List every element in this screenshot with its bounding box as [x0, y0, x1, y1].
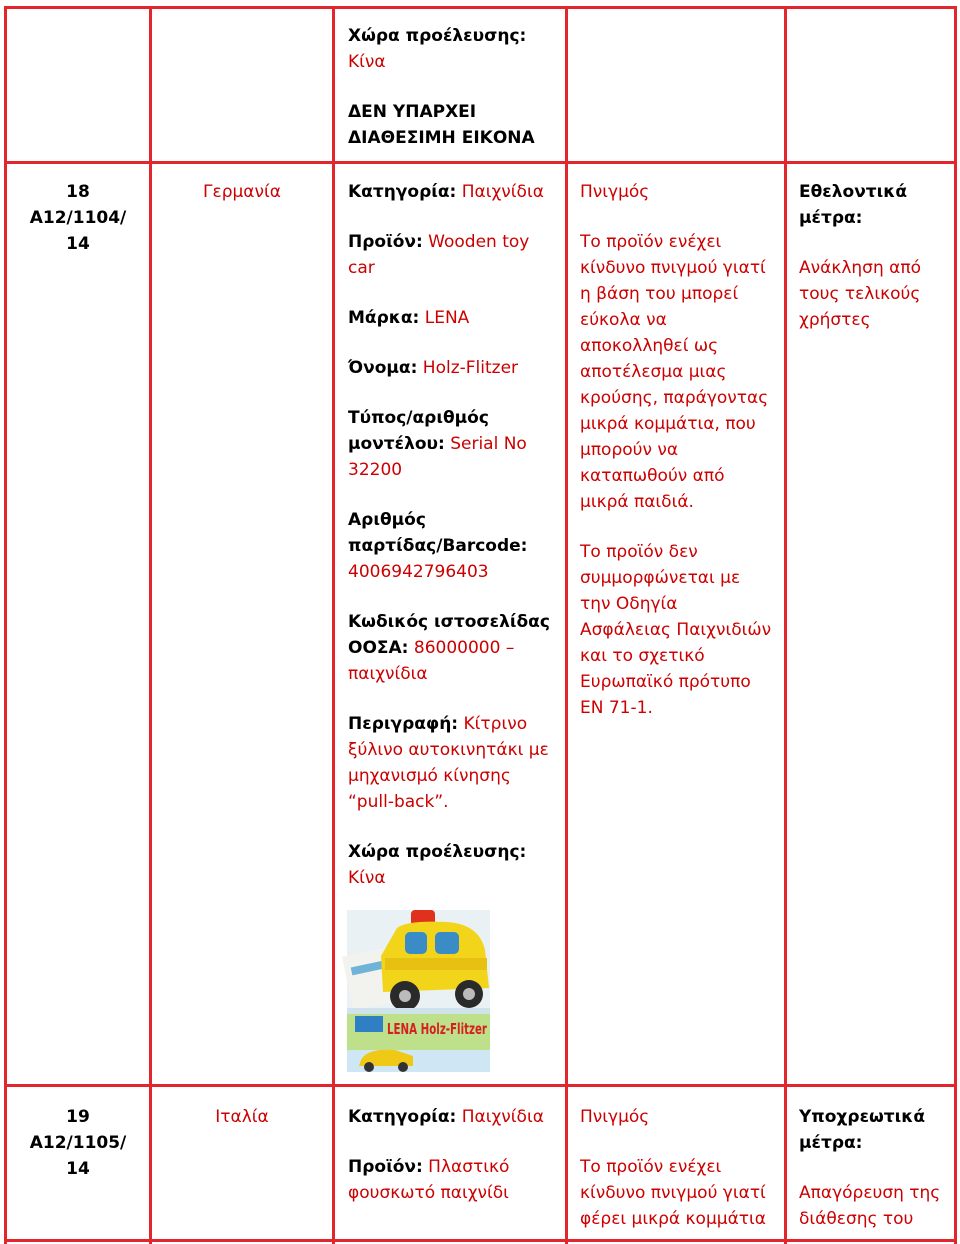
risk-description: Το προϊόν ενέχει κίνδυνο πνιγμού γιατί φέρει μικρά κομμάτια	[580, 1157, 766, 1229]
row18-risk-cell	[580, 179, 780, 721]
name-field: Όνομα: Holz-Flitzer	[348, 358, 519, 378]
notifying-country: Ιταλία	[215, 1107, 269, 1127]
table-border-col2	[332, 6, 335, 1244]
measures-label: Εθελοντικά	[799, 182, 908, 202]
table-border-col4	[784, 6, 787, 1244]
notification-ref-year: 14	[66, 1159, 90, 1179]
measures-value: Απαγόρευση της διάθεσης του	[799, 1183, 941, 1229]
notification-ref: A12/1105/	[29, 1133, 127, 1153]
row-separator-1	[4, 161, 957, 164]
row18-country-cell	[152, 179, 332, 205]
no-image-line2: ΔΙΑΘΕΣΙΜΗ ΕΙΚΟΝΑ	[348, 128, 535, 148]
row19-measures-cell	[799, 1104, 951, 1232]
table-border-right	[954, 6, 957, 1244]
category-field: Κατηγορία: Παιχνίδια	[348, 182, 544, 202]
measures-label: Υποχρεωτικά	[799, 1107, 926, 1127]
row-number: 19	[66, 1107, 90, 1127]
measures-value: Ανάκληση από τους τελικούς χρήστες	[799, 258, 921, 330]
row18-number-cell	[7, 179, 149, 257]
category-field: Κατηγορία: Παιχνίδια	[348, 1107, 544, 1127]
origin-label: Χώρα προέλευσης:	[348, 842, 527, 862]
row-number: 18	[66, 182, 90, 202]
brand-field: Μάρκα: LENA	[348, 308, 470, 328]
risk-description: Το προϊόν ενέχει κίνδυνο πνιγμού γιατί η βάση του μπορεί εύκολα να αποκολληθεί ως αποτέλεσμα μιας κρούσης, παράγοντας μικρά κομμάτια, που μπορούν να καταπωθούν από μικρά παιδιά.	[580, 232, 769, 512]
measures-label-2: μέτρα:	[799, 208, 863, 228]
barcode-field: Αριθμός παρτίδας/Barcode: 4006942796403	[348, 510, 528, 582]
notifying-country: Γερμανία	[203, 182, 281, 202]
measures-label-2: μέτρα:	[799, 1133, 863, 1153]
no-image-line1: ΔΕΝ ΥΠΑΡΧΕΙ	[348, 102, 477, 122]
table-border-col3	[565, 6, 568, 1244]
oecd-field: Κωδικός ιστοσελίδας ΟΟΣΑ: 86000000 – παιχνίδια	[348, 612, 550, 684]
row19-number-cell	[7, 1104, 149, 1182]
origin-label: Χώρα προέλευσης:	[348, 26, 527, 46]
row-separator-2	[4, 1084, 957, 1087]
compliance-note: Το προϊόν δεν συμμορφώνεται με την Οδηγία Ασφάλειας Παιχνιδιών και το σχετικό Ευρωπαϊκό πρότυπο EN 71-1.	[580, 542, 772, 718]
row19-product-cell	[348, 1104, 563, 1206]
row19-country-cell	[152, 1104, 332, 1130]
description-field: Περιγραφή: Κίτρινο ξύλινο αυτοκινητάκι με μηχανισμό κίνησης “pull-back”.	[348, 714, 549, 812]
table-border-bottom	[4, 1239, 957, 1242]
origin-value: Κίνα	[348, 52, 386, 72]
row18-product-cell	[348, 179, 563, 891]
notification-ref: A12/1104/	[29, 208, 127, 228]
product-field: Προϊόν: Wooden toy car	[348, 232, 530, 278]
product-photo	[347, 910, 490, 1072]
top-product-cell	[348, 23, 558, 151]
table-border-top	[4, 6, 957, 9]
notification-ref-year: 14	[66, 234, 90, 254]
row19-risk-cell	[580, 1104, 780, 1232]
risk-type: Πνιγμός	[580, 1107, 650, 1127]
origin-value: Κίνα	[348, 868, 386, 888]
toy-car-image	[347, 910, 490, 1072]
packaging-label: LENA Holz-Flitzer	[387, 1020, 488, 1038]
risk-type: Πνιγμός	[580, 182, 650, 202]
product-field: Προϊόν: Πλαστικό φουσκωτό παιχνίδι	[348, 1157, 510, 1203]
model-field: Τύπος/αριθμός μοντέλου: Serial No 32200	[348, 408, 527, 480]
row18-measures-cell	[799, 179, 951, 333]
